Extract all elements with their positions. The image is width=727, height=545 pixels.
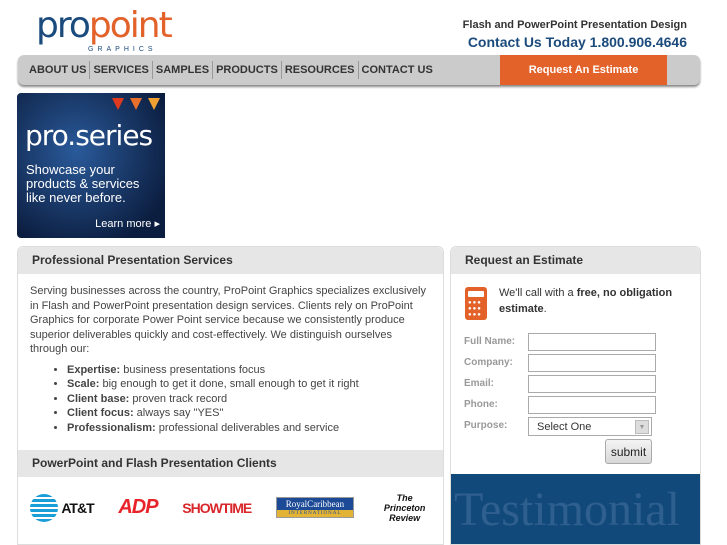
company-input[interactable]: [528, 354, 656, 372]
royal-text: RoyalCaribbean: [285, 499, 345, 509]
royal-caribbean-logo: [276, 497, 354, 518]
nav-products[interactable]: PRODUCTS: [213, 61, 282, 79]
main-nav: [18, 55, 700, 85]
calculator-icon: ●●● ●●● ●●●: [465, 287, 487, 320]
request-estimate-button[interactable]: Request An Estimate: [500, 55, 667, 85]
purpose-row: [464, 417, 694, 435]
tagline: Flash and PowerPoint Presentation Design: [462, 19, 687, 31]
purpose-value: Select One: [537, 421, 592, 433]
triangle-icon: [148, 98, 160, 110]
logo-point: point: [88, 5, 171, 46]
list-item: [67, 406, 443, 421]
nav-about-us[interactable]: ABOUT US: [18, 61, 90, 79]
list-item: [67, 363, 443, 378]
nav-services[interactable]: SERVICES: [90, 61, 152, 79]
call-bold: free, no obligation: [576, 287, 673, 299]
client-logos: [18, 477, 443, 544]
point-desc: always say "YES": [133, 407, 224, 419]
email-label: Email:: [464, 378, 495, 389]
full-name-label: Full Name:: [464, 336, 516, 347]
services-intro: Serving businesses across the country, ProPoint Graphics specializes exclusively in Flash and PowerPoint presentation design services. Clients rely on ProPoint Graphics for corporate Power Point service because we consistently produce superior deliverables quickly and cost-effectively. We distinguish ourselves through our:: [30, 285, 426, 355]
call-post: .: [543, 303, 547, 315]
call-bold: estimate: [499, 303, 544, 315]
clients-heading: PowerPoint and Flash Presentation Clients: [18, 450, 443, 477]
point-term: Expertise:: [67, 363, 121, 376]
triangle-icon: [130, 98, 142, 110]
logo[interactable]: [36, 5, 171, 56]
estimate-panel: [450, 246, 701, 545]
call-pre: We'll call with a: [499, 287, 577, 299]
estimate-heading: Request an Estimate: [451, 247, 700, 274]
company-row: [464, 354, 694, 372]
call-text: [499, 285, 697, 317]
purpose-select[interactable]: [528, 417, 652, 436]
point-desc: business presentations focus: [120, 363, 266, 376]
learn-more-link[interactable]: Learn more ▸: [95, 218, 160, 230]
phone-label: Phone:: [464, 399, 498, 410]
point-desc: big enough to get it done, small enough to get it right: [99, 378, 359, 390]
point-desc: proven track record: [129, 392, 228, 405]
purpose-label: Purpose:: [464, 420, 508, 431]
nav-contact-us[interactable]: CONTACT US: [361, 64, 433, 76]
chevron-down-icon: ▼: [635, 420, 649, 434]
list-item: [67, 377, 443, 392]
nav-resources[interactable]: RESOURCES: [282, 61, 359, 79]
royal-sub: INTERNATIONAL: [277, 510, 353, 517]
banner-text: Showcase your products & services like never before.: [26, 162, 140, 205]
logo-pro: pro: [36, 5, 89, 46]
point-term: Client focus:: [67, 407, 134, 419]
globe-icon: [30, 494, 58, 522]
point-desc: professional deliverables and service: [155, 421, 340, 434]
list-item: [67, 392, 443, 407]
phone-row: [464, 396, 694, 414]
adp-logo: ADP: [118, 496, 158, 518]
phone-input[interactable]: [528, 396, 656, 414]
testimonial-banner: Testimonial: [451, 474, 700, 545]
att-logo: [30, 494, 93, 522]
company-label: Company:: [464, 357, 513, 368]
contact-phone: Contact Us Today 1.800.906.4646: [467, 34, 687, 50]
nav-samples[interactable]: SAMPLES: [153, 61, 213, 79]
email-input[interactable]: [528, 375, 656, 393]
point-term: Scale:: [67, 378, 100, 390]
submit-button[interactable]: submit: [605, 439, 652, 464]
banner-title: pro.series: [25, 119, 153, 152]
logo-sub: GRAPHICS: [88, 46, 157, 53]
point-term: Client base:: [67, 392, 130, 405]
att-text: AT&T: [61, 499, 94, 516]
email-row: [464, 375, 694, 393]
services-heading: Professional Presentation Services: [18, 247, 443, 274]
princeton-review-logo: The Princeton Review: [383, 492, 426, 523]
services-panel: [17, 246, 444, 545]
point-term: Professionalism:: [67, 421, 156, 434]
pro-series-banner[interactable]: [17, 93, 165, 238]
triangle-icon: [112, 98, 124, 110]
list-item: [67, 421, 443, 436]
full-name-input[interactable]: [528, 333, 656, 351]
full-name-row: [464, 333, 694, 351]
showtime-logo: SHOWTIME: [182, 499, 252, 516]
services-list: [67, 363, 443, 436]
